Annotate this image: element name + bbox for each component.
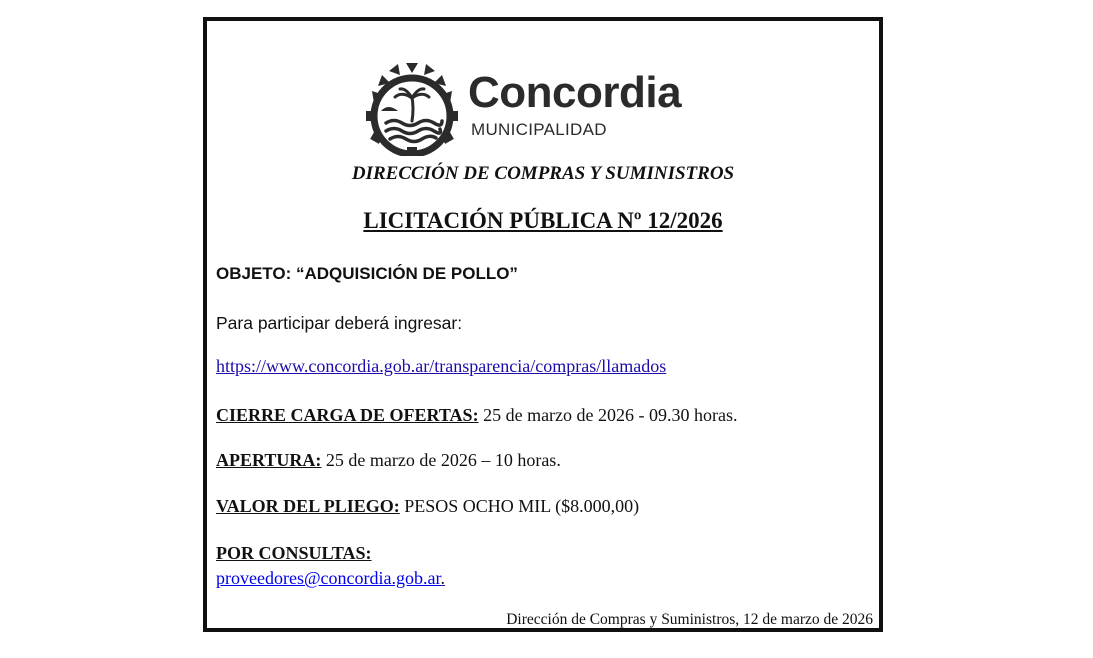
valor-line [216, 496, 639, 517]
footer-date: Dirección de Compras y Suministros, 12 de marzo de 2026 [506, 611, 873, 628]
llamados-link[interactable]: https://www.concordia.gob.ar/transparencia/compras/llamados [216, 356, 667, 376]
valor-label: VALOR DEL PLIEGO: [216, 496, 400, 516]
consultas-label: POR CONSULTAS: [216, 543, 372, 563]
logo-subtitle: MUNICIPALIDAD [471, 120, 607, 139]
cierre-value: 25 de marzo de 2026 - 09.30 horas. [478, 405, 738, 425]
objeto-line: OBJETO: “ADQUISICIÓN DE POLLO” [216, 264, 518, 283]
department-heading: DIRECCIÓN DE COMPRAS Y SUMINISTROS [351, 163, 735, 184]
participar-text: Para participar deberá ingresar: [216, 313, 463, 333]
notice-title: LICITACIÓN PÚBLICA Nº 12/2026 [363, 208, 723, 233]
email-line [216, 568, 445, 589]
email-link[interactable]: proveedores@concordia.gob.ar [216, 568, 441, 588]
concordia-seal-icon [362, 61, 462, 156]
cierre-label: CIERRE CARGA DE OFERTAS: [216, 405, 479, 425]
apertura-line [216, 450, 561, 471]
email-suffix: . [440, 568, 445, 588]
logo-wordmark: Concordia [468, 68, 682, 117]
valor-value: PESOS OCHO MIL ($8.000,00) [399, 496, 640, 516]
notice-frame [203, 17, 883, 632]
cierre-line [216, 405, 738, 426]
apertura-label: APERTURA: [216, 450, 322, 470]
apertura-value: 25 de marzo de 2026 – 10 horas. [321, 450, 561, 470]
logo [362, 61, 712, 156]
